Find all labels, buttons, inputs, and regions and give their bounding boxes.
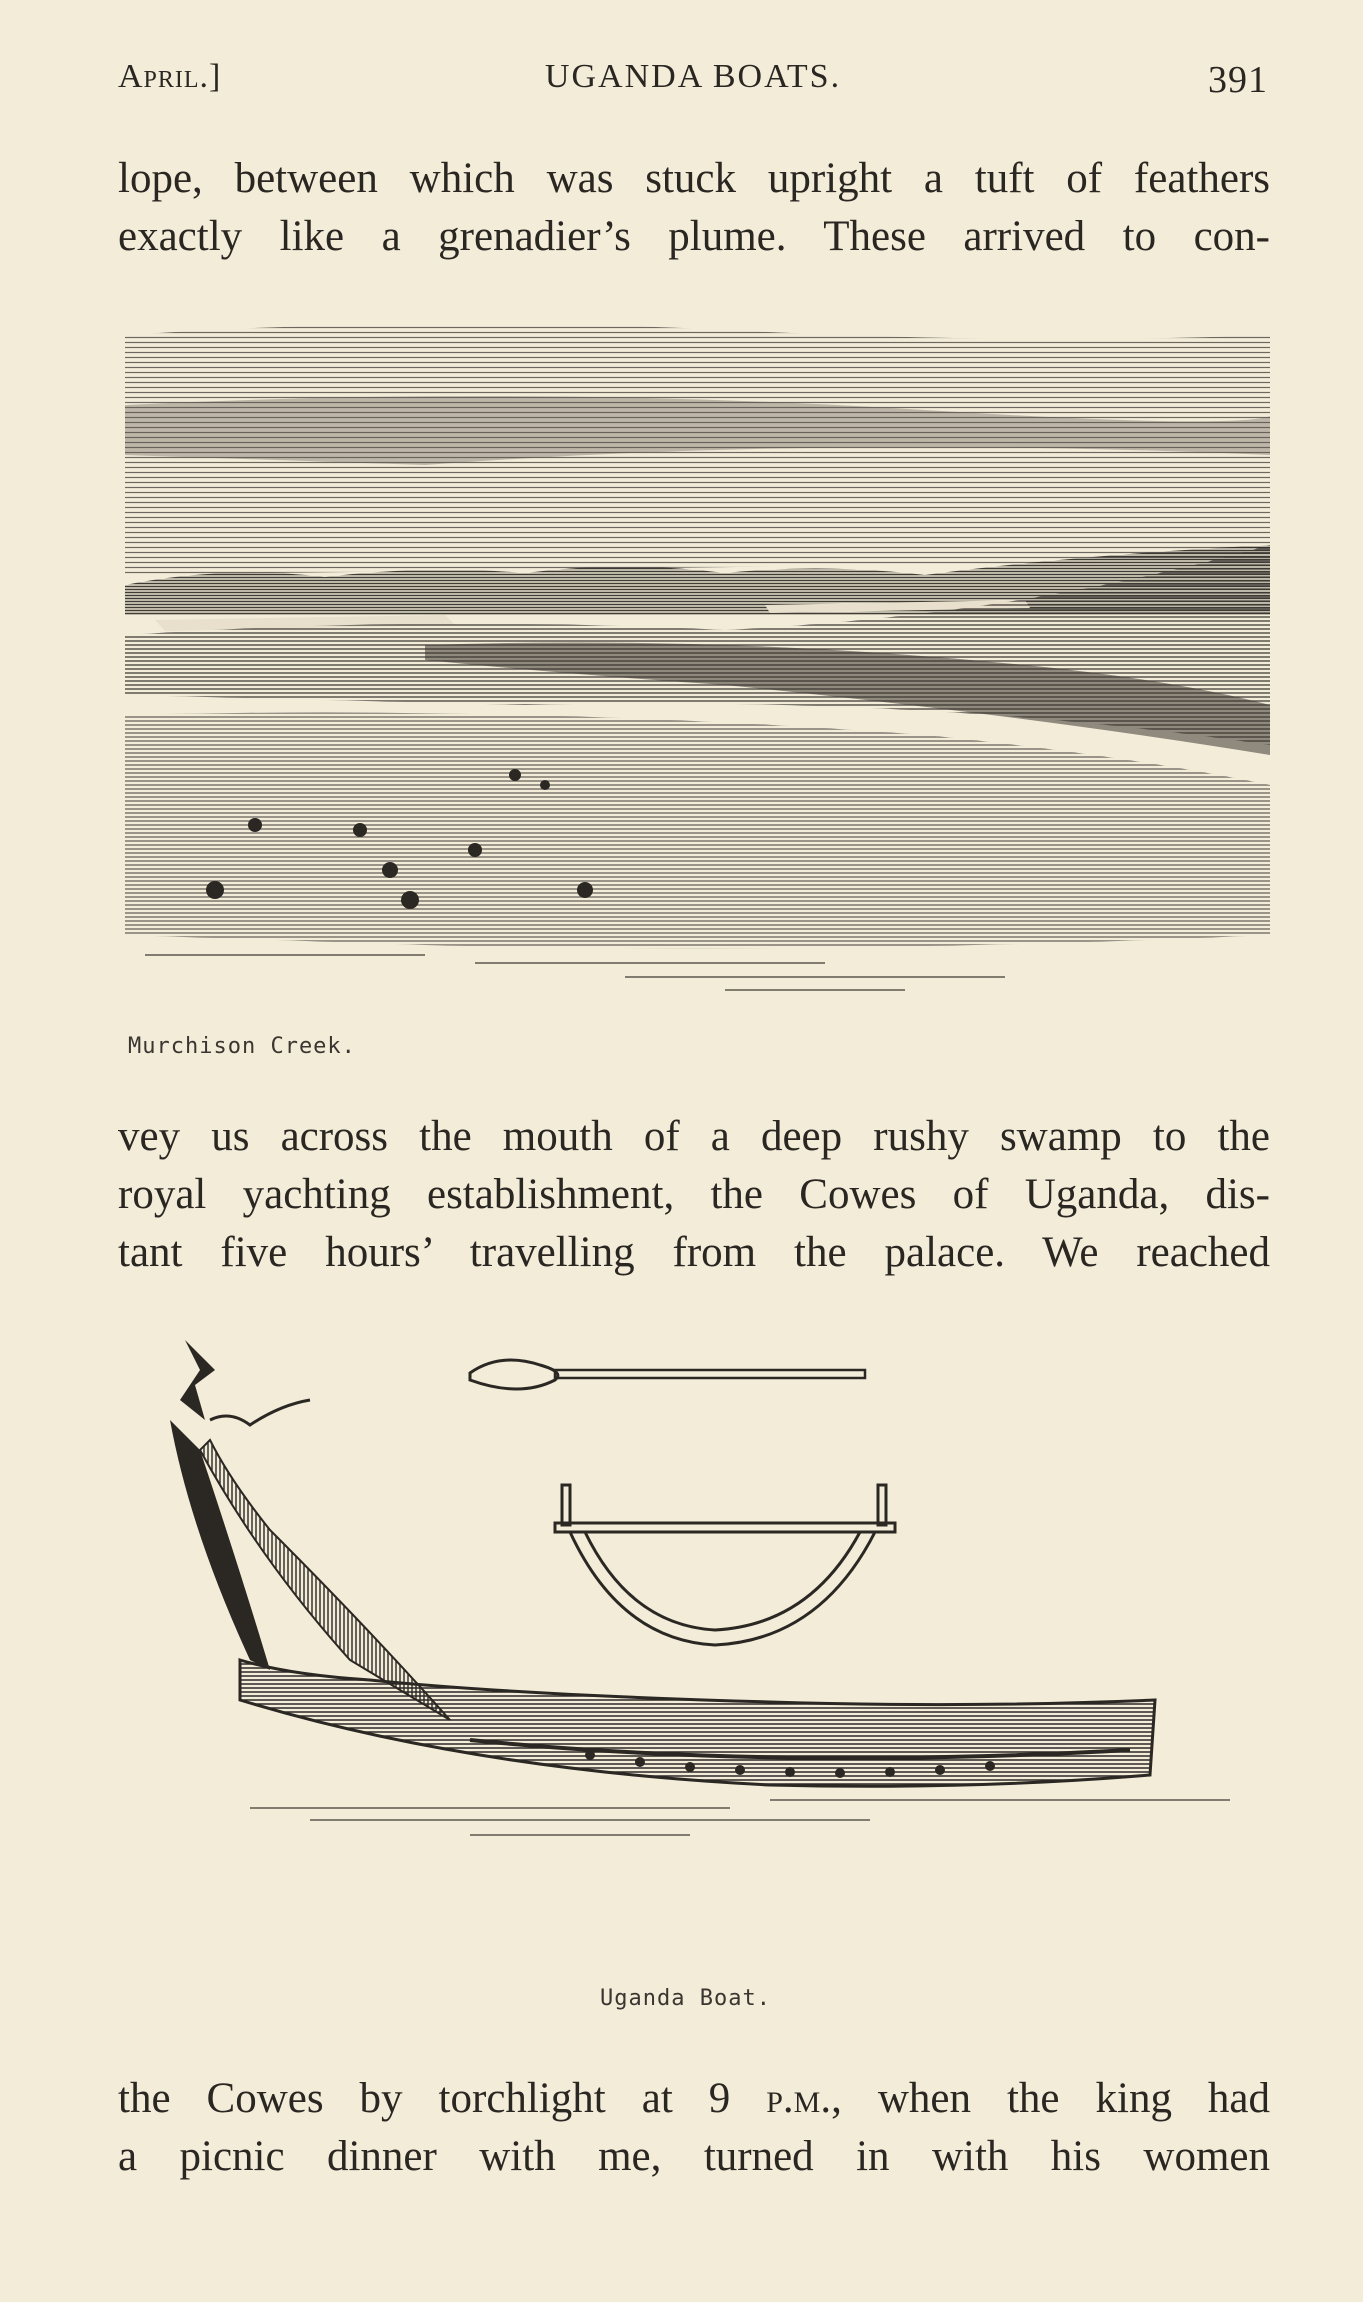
text-line: exactly like a grenadier’s plume. These arrived to con- bbox=[118, 213, 1270, 260]
running-header bbox=[118, 58, 1268, 108]
figure-caption-murchison-creek: Murchison Creek. bbox=[128, 1034, 356, 1059]
text-line: vey us across the mouth of a deep rushy swamp to the bbox=[118, 1113, 1270, 1160]
text-fragment: the Cowes by torchlight at 9 bbox=[118, 2075, 767, 2122]
text-line: lope, between which was stuck upright a tuft of feathers bbox=[118, 155, 1270, 202]
uganda-boat-engraving bbox=[170, 1330, 1240, 1930]
text-line: royal yachting establishment, the Cowes of Uganda, dis- bbox=[118, 1171, 1270, 1218]
text-line bbox=[118, 2070, 1270, 2128]
text-line: a picnic dinner with me, turned in with his women bbox=[118, 2133, 1270, 2180]
paragraph-bottom bbox=[118, 2070, 1270, 2186]
header-title: UGANDA BOATS. bbox=[544, 58, 842, 95]
boat-cross-section bbox=[555, 1485, 895, 1645]
header-left: April.] bbox=[118, 58, 222, 95]
murchison-creek-engraving bbox=[125, 315, 1270, 1005]
time-abbreviation: p.m. bbox=[766, 2075, 832, 2122]
text-line: tant five hours’ travelling from the palace. We reached bbox=[118, 1229, 1270, 1276]
figure-caption-uganda-boat: Uganda Boat. bbox=[600, 1986, 771, 2011]
paragraph-middle bbox=[118, 1108, 1270, 1282]
page-number: 391 bbox=[1208, 59, 1268, 101]
paddle-drawing bbox=[470, 1360, 865, 1389]
text-fragment: , when the king had bbox=[831, 2075, 1271, 2122]
paragraph-top bbox=[118, 150, 1270, 266]
